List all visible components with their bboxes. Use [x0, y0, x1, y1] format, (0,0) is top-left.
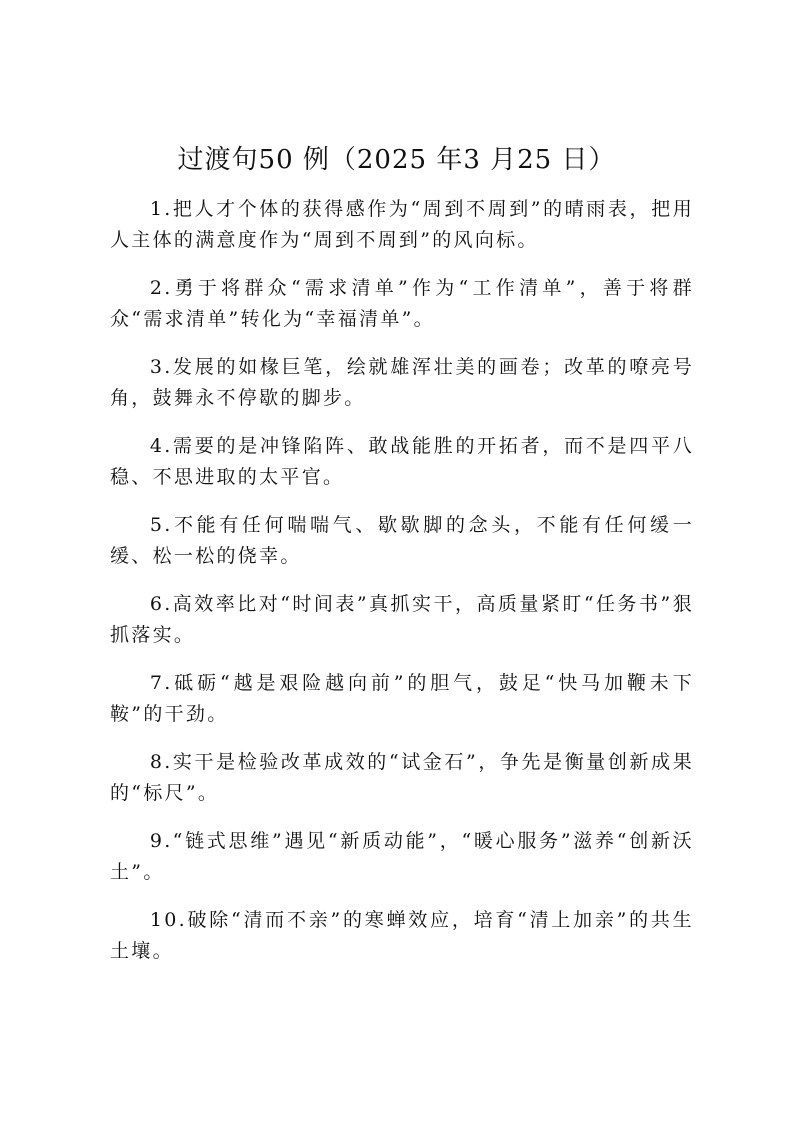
- list-item: 6.高效率比对“时间表”真抓实干，高质量紧盯“任务书”狠抓落实。: [110, 593, 694, 646]
- document-body: [110, 194, 694, 984]
- list-item: 10.破除“清而不亲”的寒蝉效应，培育“清上加亲”的共生土壤。: [110, 909, 694, 962]
- list-item: 5.不能有任何喘喘气、歇歇脚的念头，不能有任何缓一缓、松一松的侥幸。: [110, 514, 694, 567]
- list-item: 7.砥砺“越是艰险越向前”的胆气，鼓足“快马加鞭未下鞍”的干劲。: [110, 672, 694, 725]
- list-item: 3.发展的如椽巨笔，绘就雄浑壮美的画卷；改革的嘹亮号角，鼓舞永不停歇的脚步。: [110, 356, 694, 409]
- document-title: 过渡句50 例（2025 年3 月25 日）: [177, 145, 616, 175]
- list-item: 8.实干是检验改革成效的“试金石”，争先是衡量创新成果的“标尺”。: [110, 751, 694, 804]
- list-item: 2.勇于将群众“需求清单”作为“工作清单”，善于将群众“需求清单”转化为“幸福清单”。: [110, 277, 694, 330]
- list-item: 9.“链式思维”遇见“新质动能”，“暖心服务”滋养“创新沃土”。: [110, 830, 694, 883]
- list-item: 4.需要的是冲锋陷阵、敢战能胜的开拓者，而不是四平八稳、不思进取的太平官。: [110, 435, 694, 488]
- list-item: 1.把人才个体的获得感作为“周到不周到”的晴雨表，把用人主体的满意度作为“周到不周到”的风向标。: [110, 198, 694, 251]
